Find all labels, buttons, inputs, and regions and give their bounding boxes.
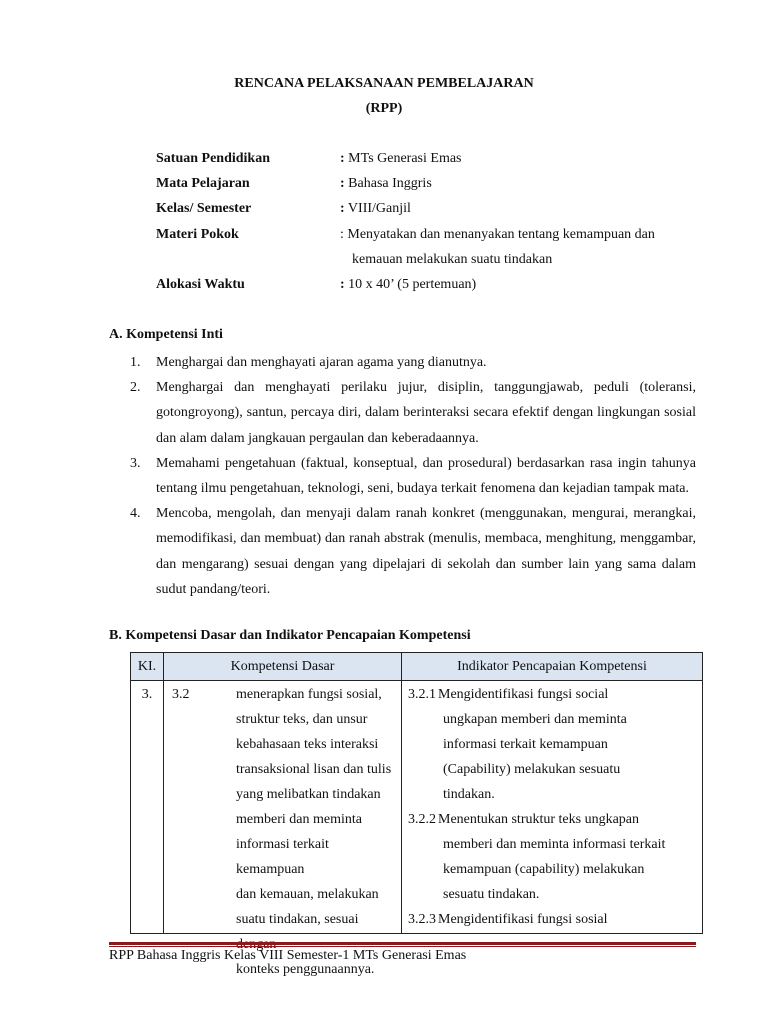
header-indikator: Indikator Pencapaian Kompetensi: [402, 653, 703, 681]
document-subtitle: (RPP): [365, 101, 403, 116]
list-item: 3. Memahami pengetahuan (faktual, konseptual, dan prosedural) berdasarkan rasa ingin tahunya tentang ilmu pengetahuan, teknologi, seni, budaya terkait fenomena dan kejadian tampak mata.: [130, 455, 696, 497]
identity-value: : VIII/Ganjil: [340, 201, 411, 216]
footer-rule: [109, 942, 696, 945]
indicator-item: 3.2.3 Mengidentifikasi fungsi sosial: [408, 912, 608, 927]
identity-value: : MTs Generasi Emas: [340, 151, 462, 166]
ki-cell: 3.: [131, 681, 164, 934]
identity-label: Kelas/ Semester: [156, 201, 252, 216]
kd-number: 3.2: [172, 687, 190, 702]
header-ki: KI.: [131, 653, 164, 681]
indicator-item: 3.2.1 Mengidentifikasi fungsi social ungkapan memberi dan meminta informasi terkait kemampuan (Capability) melakukan sesuatu tindakan.: [408, 687, 627, 802]
indicator-cell: [402, 681, 703, 934]
identity-value: : Bahasa Inggris: [340, 176, 432, 191]
footer-rule-thin: [109, 946, 696, 947]
list-item: 2. Menghargai dan menghayati perilaku jujur, disiplin, tanggungjawab, peduli (toleransi, gotongroyong), santun, percaya diri, dalam berinteraksi secara efektif dengan lingkungan sosial dan alam dalam jangkauan pergaulan dan keberadaannya.: [130, 380, 696, 446]
identity-label: Alokasi Waktu: [156, 277, 245, 292]
section-b-heading: B. Kompetensi Dasar dan Indikator Pencapaian Kompetensi: [109, 628, 471, 643]
list-item: 1. Menghargai dan menghayati ajaran agama yang dianutnya.: [130, 355, 487, 370]
identity-value: : Menyatakan dan menanyakan tentang kemampuan dan kemauan melakukan suatu tindakan: [340, 227, 655, 267]
table-header-row: [131, 653, 703, 681]
section-a-heading: A. Kompetensi Inti: [109, 327, 223, 342]
header-kompetensi-dasar: Kompetensi Dasar: [164, 653, 402, 681]
identity-value: : 10 x 40’ (5 pertemuan): [340, 277, 477, 292]
list-item: 4. Mencoba, mengolah, dan menyaji dalam ranah konkret (menggunakan, mengurai, merangkai, memodifikasi, dan membuat) dan ranah abstrak (menulis, membaca, menghitung, menggambar, dan mengarang) sesuai dengan yang dipelajari di sekolah dan sumber lain yang sama dalam sudut pandang/teori.: [130, 506, 696, 597]
indicator-item: 3.2.2 Menentukan struktur teks ungkapan memberi dan meminta informasi terkait kemampuan (capability) melakukan sesuatu tindakan.: [408, 812, 666, 902]
document-title: RENCANA PELAKSANAAN PEMBELAJARAN: [234, 76, 534, 91]
table-row: [131, 681, 703, 934]
page-footer: RPP Bahasa Inggris Kelas VIII Semester-1 MTs Generasi Emas: [109, 948, 467, 963]
identity-label: Satuan Pendidikan: [156, 151, 270, 166]
identity-label: Materi Pokok: [156, 227, 239, 242]
identity-label: Mata Pelajaran: [156, 176, 250, 191]
kd-text: menerapkan fungsi sosial, struktur teks, dan unsur kebahasaan teks interaksi transaksional lisan dan tulis yang melibatkan tindakan memberi dan meminta informasi terkait kemampuan dan kemauan, melakukan suatu tindakan, sesuai konteks penggunaannya.: [236, 687, 392, 977]
kompetensi-inti-list: [130, 350, 696, 602]
